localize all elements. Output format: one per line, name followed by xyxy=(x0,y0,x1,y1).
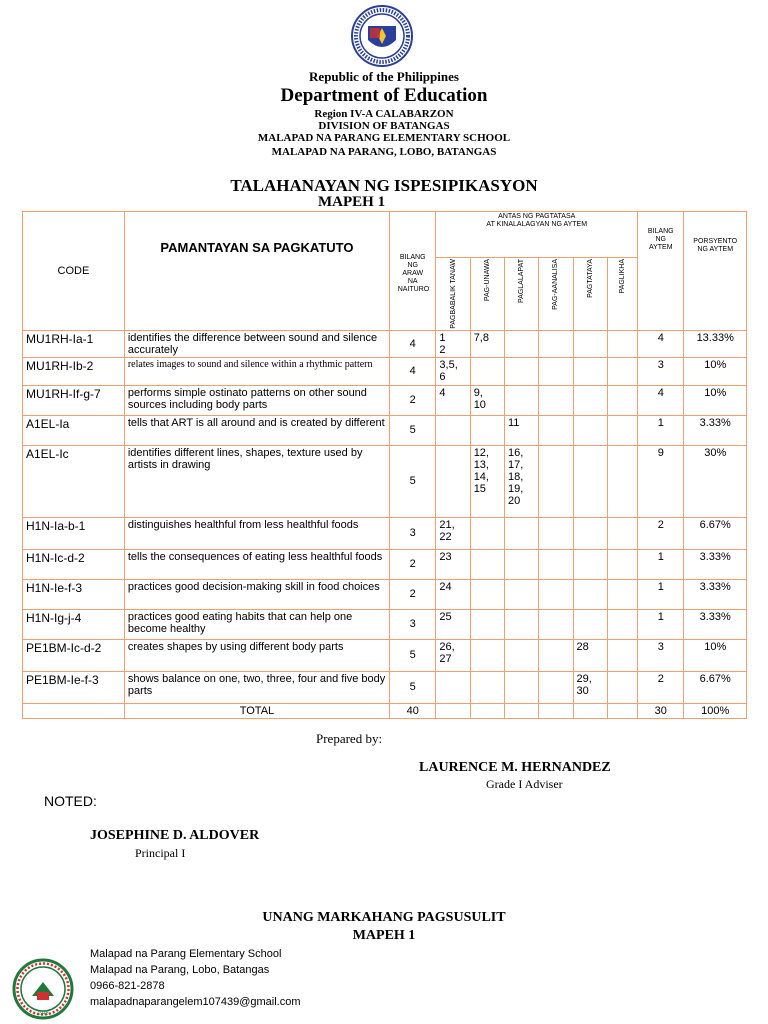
cell-competency: practices good eating habits that can help one become healthy xyxy=(124,609,389,639)
cell-items: 3 xyxy=(638,357,684,385)
col-competency: PAMANTAYAN SA PAGKATUTO xyxy=(124,212,389,331)
cell-code: H1N-Ia-b-1 xyxy=(23,517,125,549)
cell-percent: 6.67% xyxy=(684,517,747,549)
cell-competency: performs simple ostinato patterns on other sound sources including body parts xyxy=(124,385,389,415)
col-levels-line2: AT KINALALAGYAN NG AYTEM xyxy=(486,221,588,228)
table-row xyxy=(23,445,747,517)
level-col-4 xyxy=(539,258,573,331)
cell-level-5 xyxy=(573,609,607,639)
cell-percent: 10% xyxy=(684,357,747,385)
cell-level-5 xyxy=(573,549,607,579)
cell-percent: 30% xyxy=(684,445,747,517)
col-levels-line1: ANTAS NG PAGTATASA xyxy=(498,213,576,220)
total-percent: 100% xyxy=(684,703,747,718)
cell-days: 5 xyxy=(390,445,436,517)
cell-code: A1EL-Ic xyxy=(23,445,125,517)
cell-level-1: 21, 22 xyxy=(436,517,470,549)
noted-label: NOTED: xyxy=(44,793,97,809)
cell-level-6 xyxy=(607,671,637,703)
cell-level-5 xyxy=(573,385,607,415)
cell-level-5: 28 xyxy=(573,639,607,671)
table-row xyxy=(23,609,747,639)
cell-level-4 xyxy=(539,517,573,549)
address-line: MALAPAD NA PARANG, LOBO, BATANGAS xyxy=(271,146,497,158)
cell-level-4 xyxy=(539,549,573,579)
cell-level-1: 25 xyxy=(436,609,470,639)
cell-level-4 xyxy=(539,671,573,703)
cell-level-1 xyxy=(436,445,470,517)
cell-level-5: 29, 30 xyxy=(573,671,607,703)
cell-level-4 xyxy=(539,445,573,517)
level-label-4: PAG-AANALISA xyxy=(552,259,560,310)
level-col-5 xyxy=(573,258,607,331)
cell-days: 4 xyxy=(390,357,436,385)
cell-days: 3 xyxy=(390,609,436,639)
cell-level-3 xyxy=(504,579,538,609)
region-line: Region IV-A CALABARZON xyxy=(314,108,454,120)
school-phone: 0966-821-2878 xyxy=(90,980,165,992)
table-row xyxy=(23,357,747,385)
cell-items: 9 xyxy=(638,445,684,517)
adviser-role: Grade I Adviser xyxy=(486,777,563,791)
school-info xyxy=(90,946,301,1010)
cell-level-3 xyxy=(504,385,538,415)
cell-percent: 10% xyxy=(684,639,747,671)
cell-level-1 xyxy=(436,671,470,703)
cell-level-6 xyxy=(607,609,637,639)
total-l4 xyxy=(539,703,573,718)
total-l1 xyxy=(436,703,470,718)
cell-level-6 xyxy=(607,445,637,517)
total-days: 40 xyxy=(390,703,436,718)
cell-percent: 13.33% xyxy=(684,330,747,357)
col-levels xyxy=(436,212,638,258)
level-col-2 xyxy=(470,258,504,331)
cell-level-5 xyxy=(573,445,607,517)
table-row xyxy=(23,671,747,703)
total-blank xyxy=(23,703,125,718)
cell-level-1: 26, 27 xyxy=(436,639,470,671)
cell-competency: identifies the difference between sound and silence accurately xyxy=(124,330,389,357)
level-col-1 xyxy=(436,258,470,331)
col-days-label: BILANG NG ARAW NA NAITURO xyxy=(397,254,430,294)
cell-level-4 xyxy=(539,639,573,671)
cell-percent: 3.33% xyxy=(684,549,747,579)
subject-title: MAPEH 1 xyxy=(318,194,386,210)
cell-competency: tells that ART is all around and is created by different xyxy=(124,415,389,445)
cell-competency: relates images to sound and silence within a rhythmic pattern xyxy=(124,357,389,385)
cell-code: H1N-Ie-f-3 xyxy=(23,579,125,609)
cell-percent: 10% xyxy=(684,385,747,415)
cell-days: 5 xyxy=(390,639,436,671)
cell-days: 2 xyxy=(390,549,436,579)
cell-code: PE1BM-Ic-d-2 xyxy=(23,639,125,671)
table-row xyxy=(23,385,747,415)
cell-level-3 xyxy=(504,609,538,639)
cell-days: 2 xyxy=(390,385,436,415)
cell-code: MU1RH-Ia-1 xyxy=(23,330,125,357)
total-l5 xyxy=(573,703,607,718)
republic-line: Republic of the Philippines xyxy=(309,69,459,84)
cell-level-3: 11 xyxy=(504,415,538,445)
cell-level-2: 12, 13, 14, 15 xyxy=(470,445,504,517)
cell-level-6 xyxy=(607,579,637,609)
cell-items: 1 xyxy=(638,415,684,445)
cell-items: 1 xyxy=(638,609,684,639)
cell-level-2 xyxy=(470,517,504,549)
cell-percent: 6.67% xyxy=(684,671,747,703)
cell-level-6 xyxy=(607,549,637,579)
cell-code: H1N-Ic-d-2 xyxy=(23,549,125,579)
cell-level-1: 1 2 xyxy=(436,330,470,357)
cell-code: H1N-Ig-j-4 xyxy=(23,609,125,639)
cell-code: PE1BM-Ie-f-3 xyxy=(23,671,125,703)
cell-items: 2 xyxy=(638,517,684,549)
deped-seal-icon xyxy=(346,4,418,68)
cell-level-2: 7,8 xyxy=(470,330,504,357)
col-code: CODE xyxy=(23,212,125,331)
cell-days: 5 xyxy=(390,415,436,445)
cell-level-2 xyxy=(470,415,504,445)
cell-level-5 xyxy=(573,579,607,609)
school-name: Malapad na Parang Elementary School xyxy=(90,948,282,960)
level-label-3: PAGLALAPAT xyxy=(518,259,526,303)
table-row xyxy=(23,549,747,579)
cell-level-3 xyxy=(504,517,538,549)
cell-days: 5 xyxy=(390,671,436,703)
level-label-1: PAGBABALIK TANAW xyxy=(449,259,457,329)
cell-days: 3 xyxy=(390,517,436,549)
cell-items: 2 xyxy=(638,671,684,703)
col-days xyxy=(390,212,436,331)
cell-level-2 xyxy=(470,609,504,639)
cell-level-5 xyxy=(573,517,607,549)
cell-competency: practices good decision-making skill in food choices xyxy=(124,579,389,609)
cell-level-3: 16, 17, 18, 19, 20 xyxy=(504,445,538,517)
department-line: Department of Education xyxy=(280,85,488,106)
cell-level-4 xyxy=(539,579,573,609)
cell-level-3 xyxy=(504,671,538,703)
cell-level-4 xyxy=(539,609,573,639)
total-l2 xyxy=(470,703,504,718)
table-row xyxy=(23,639,747,671)
cell-level-2 xyxy=(470,357,504,385)
cell-level-3 xyxy=(504,357,538,385)
adviser-name: LAURENCE M. HERNANDEZ xyxy=(419,760,611,775)
total-l3 xyxy=(504,703,538,718)
total-items: 30 xyxy=(638,703,684,718)
principal-role: Principal I xyxy=(135,846,186,860)
cell-level-6 xyxy=(607,517,637,549)
cell-level-6 xyxy=(607,330,637,357)
cell-level-4 xyxy=(539,385,573,415)
cell-level-2: 9, 10 xyxy=(470,385,504,415)
table-row xyxy=(23,415,747,445)
table-row xyxy=(23,330,747,357)
level-col-3 xyxy=(504,258,538,331)
cell-items: 1 xyxy=(638,549,684,579)
logo-year: 1948 xyxy=(37,1011,49,1017)
cell-level-1: 24 xyxy=(436,579,470,609)
cell-level-2 xyxy=(470,639,504,671)
cell-code: MU1RH-If-g-7 xyxy=(23,385,125,415)
school-line: MALAPAD NA PARANG ELEMENTARY SCHOOL xyxy=(257,132,511,144)
cell-level-5 xyxy=(573,415,607,445)
table-body xyxy=(23,330,747,703)
cell-percent: 3.33% xyxy=(684,579,747,609)
cell-level-6 xyxy=(607,639,637,671)
total-row xyxy=(23,703,747,718)
cell-level-6 xyxy=(607,415,637,445)
school-address: Malapad na Parang, Lobo, Batangas xyxy=(90,964,270,976)
cell-percent: 3.33% xyxy=(684,609,747,639)
cell-code: A1EL-Ia xyxy=(23,415,125,445)
total-l6 xyxy=(607,703,637,718)
total-label: TOTAL xyxy=(124,703,389,718)
cell-level-4 xyxy=(539,357,573,385)
exam-subject: MAPEH 1 xyxy=(352,928,416,943)
cell-items: 1 xyxy=(638,579,684,609)
cell-level-2 xyxy=(470,671,504,703)
cell-level-5 xyxy=(573,330,607,357)
cell-level-1 xyxy=(436,415,470,445)
cell-competency: shows balance on one, two, three, four and five body parts xyxy=(124,671,389,703)
cell-level-1: 23 xyxy=(436,549,470,579)
level-col-6 xyxy=(607,258,637,331)
cell-level-6 xyxy=(607,357,637,385)
cell-level-4 xyxy=(539,330,573,357)
col-percent xyxy=(684,212,747,331)
cell-competency: creates shapes by using different body parts xyxy=(124,639,389,671)
school-logo-icon xyxy=(8,958,78,1020)
cell-level-5 xyxy=(573,357,607,385)
cell-level-3 xyxy=(504,639,538,671)
cell-level-3 xyxy=(504,549,538,579)
cell-competency: distinguishes healthful from less healthful foods xyxy=(124,517,389,549)
cell-days: 4 xyxy=(390,330,436,357)
level-label-6: PAGLIKHA xyxy=(618,259,626,294)
table-of-specification xyxy=(22,211,747,719)
cell-items: 4 xyxy=(638,385,684,415)
col-items xyxy=(638,212,684,331)
cell-level-2 xyxy=(470,549,504,579)
cell-level-4 xyxy=(539,415,573,445)
cell-days: 2 xyxy=(390,579,436,609)
cell-competency: identifies different lines, shapes, texture used by artists in drawing xyxy=(124,445,389,517)
col-percent-label: PORSYENTO NG AYTEM xyxy=(693,238,738,253)
cell-items: 4 xyxy=(638,330,684,357)
col-items-label: BILANG NG AYTEM xyxy=(647,228,674,251)
document-title: TALAHANAYAN NG ISPESIPIKASYON xyxy=(230,176,538,195)
cell-percent: 3.33% xyxy=(684,415,747,445)
cell-level-6 xyxy=(607,385,637,415)
school-email: malapadnaparangelem107439@gmail.com xyxy=(90,996,301,1008)
table-row xyxy=(23,517,747,549)
cell-level-3 xyxy=(504,330,538,357)
cell-items: 3 xyxy=(638,639,684,671)
table-row xyxy=(23,579,747,609)
exam-title: UNANG MARKAHANG PAGSUSULIT xyxy=(262,910,506,925)
cell-level-1: 3,5, 6 xyxy=(436,357,470,385)
cell-competency: tells the consequences of eating less healthful foods xyxy=(124,549,389,579)
division-line: DIVISION OF BATANGAS xyxy=(318,120,450,132)
level-label-5: PAGTATAYA xyxy=(586,259,594,298)
principal-name: JOSEPHINE D. ALDOVER xyxy=(90,828,260,843)
cell-level-2 xyxy=(470,579,504,609)
prepared-by-label: Prepared by: xyxy=(316,731,383,746)
level-label-2: PAG-UNAWA xyxy=(483,259,491,302)
cell-level-1: 4 xyxy=(436,385,470,415)
cell-code: MU1RH-Ib-2 xyxy=(23,357,125,385)
